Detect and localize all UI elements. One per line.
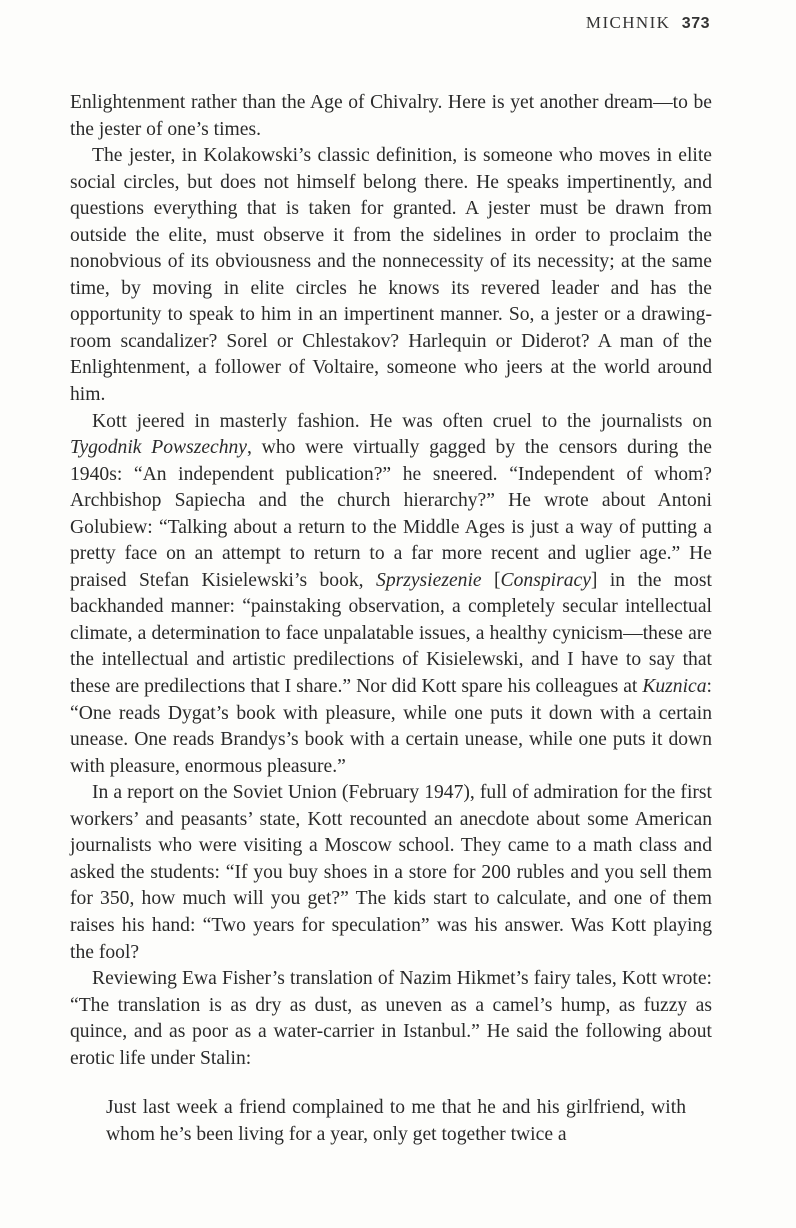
publication-title-tygodnik: Tygodnik Powszechny [70, 437, 248, 459]
paragraph-3-text-c: , who were virtually gagged by the censors during the 1940s: “An independent publication?” he sneered. “Independent of whom? Archbishop Sapiecha and the church hierarchy?” He wrote about Antoni Golubiew: “Talking about a return to the Middle Ages is just a way of putting a pretty face on an attempt to return to a far more recent and uglier age.” He praised Stefan Kisielewski’s book, [70, 437, 712, 591]
paragraph-2: The jester, in Kolakowski’s classic definition, is someone who moves in elite social circles, but does not himself belong there. He speaks impertinently, and questions everything that is taken for granted. A jester must be drawn from outside the elite, must observe it from the sidelines in order to proclaim the nonobvious of its obviousness and the nonnecessity of its necessity; at the same time, by moving in elite circles he knows its revered leader and has the opportunity to speak to him in an impertinent manner. So, a jester or a drawing-room scandalizer? Sorel or Chlestakov? Harlequin or Diderot? A man of the Enlightenment, a follower of Voltaire, someone who jeers at the world around him. [70, 145, 712, 406]
paragraph-5: Reviewing Ewa Fisher’s translation of Nazim Hikmet’s fairy tales, Kott wrote: “The translation is as dry as dust, as uneven as a camel’s hump, as fuzzy as quince, and as poor as a water-carrier in Istanbul.” He said the following about erotic life under Stalin: [70, 968, 712, 1069]
publication-title-kuznica: Kuznica [642, 676, 707, 698]
paragraph-4: In a report on the Soviet Union (February 1947), full of admiration for the first workers’ and peasants’ state, Kott recounted an anecdote about some American journalists who were visiting a Moscow school. They came to a math class and asked the students: “If you buy shoes in a store for 200 rubles and you sell them for 350, how much will you get?” The kids start to calculate, and one of them raises his hand: “Two years for speculation” was his answer. Was Kott playing the fool? [70, 782, 712, 963]
block-quote: Just last week a friend complained to me that he and his girlfriend, with whom he’s been living for a year, only get together twice a [106, 1097, 686, 1145]
book-title-sprzysiezenie: Sprzysiezenie [376, 569, 482, 591]
page-number: 373 [681, 15, 710, 32]
paragraph-3-text-e: [ [481, 569, 501, 591]
paragraph-3-text-a: Kott jeered in masterly fashion. He was often cruel to the journalists on [92, 410, 712, 432]
running-head [586, 13, 710, 33]
paragraph-3-text-i: : “One reads Dygat’s book with pleasure, while one puts it down with a certain unease. One reads Brandys’s book with a certain unease, while one puts it down with pleasure, enormous pleasure.” [70, 676, 712, 777]
body-text [70, 90, 712, 1072]
paragraph-1: Enlightenment rather than the Age of Chivalry. Here is yet another dream—to be the jester of one’s times. [70, 92, 712, 140]
paragraph-3 [70, 409, 712, 781]
book-title-conspiracy: Conspiracy [500, 569, 591, 591]
paragraph-3-text-g: ] in the most backhanded manner: “painstaking observation, a completely secular intellectual climate, a determination to face unpalatable issues, a healthy cynicism—these are the intellectual and artistic predilections of Kisielewski, and I have to say that these are predilections that I share.” Nor did Kott spare his colleagues at [70, 569, 712, 698]
running-title: MICHNIK [585, 13, 671, 32]
